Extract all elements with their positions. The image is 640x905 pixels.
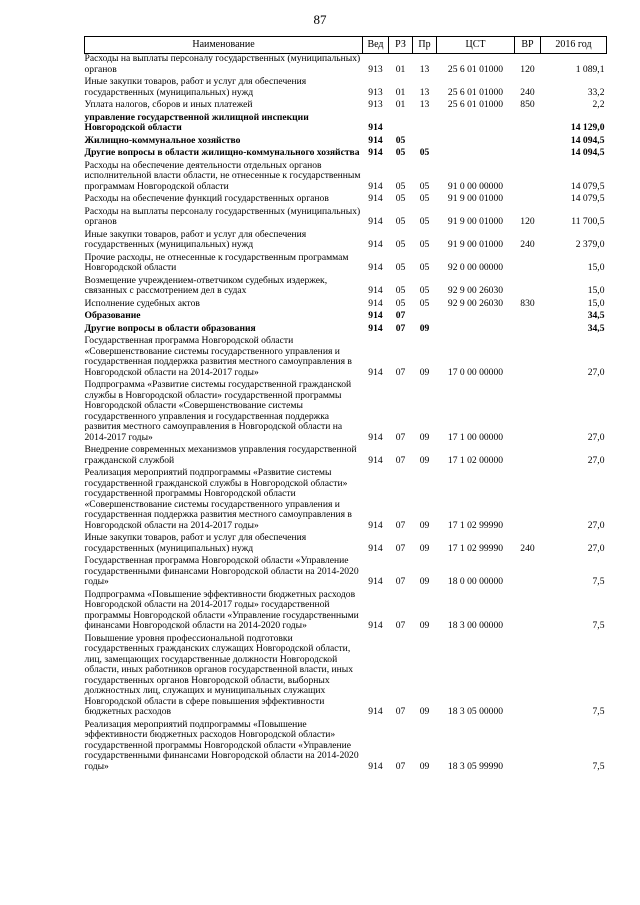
row-ved: 913 [368,86,383,98]
row-vr [515,380,541,445]
row-sum: 34,5 [587,310,605,321]
row-sum: 27,0 [587,519,605,531]
row-sum: 27,0 [587,366,605,378]
row-cst [437,148,515,161]
row-rz: 07 [395,519,406,531]
row-rz: 01 [395,99,406,110]
row-sum: 14 129,0 [570,122,605,133]
row-sum: 33,2 [587,86,605,98]
row-ved: 914 [368,122,383,133]
row-sum: 15,0 [587,297,605,309]
table-row [85,556,607,590]
row-sum: 1 089,1 [575,63,605,75]
row-vr [515,194,541,207]
row-rz: 07 [395,576,406,587]
row-vr [515,148,541,161]
table-row [85,148,607,161]
row-vr [515,634,541,720]
row-vr [515,468,541,533]
row-pr: 09 [419,454,430,466]
row-ved: 914 [368,366,383,378]
row-cst [437,311,515,324]
row-pr: 09 [419,542,430,554]
row-ved: 913 [368,99,383,110]
row-sum: 14 079,5 [570,193,605,204]
row-name: Реализация мероприятий подпрограммы «Повышение эффективности бюджетных расходов Новгородской области» государственной программы Новгородской области «Управление государственными финансами Новгородской области на 2014-2020 годы» [84,718,359,772]
table-row [85,590,607,634]
row-pr: 05 [419,180,430,192]
row-vr [515,113,541,136]
row-name: управление государственной жилищной инспекции Новгородской области [84,111,309,133]
row-rz: 07 [395,706,406,717]
row-vr [515,161,541,195]
row-ved: 914 [368,760,383,772]
row-name: Расходы на обеспечение деятельности отдельных органов исполнительной власти области, не отнесенные к государственным программам Новгородской области [84,159,361,192]
table-row [85,468,607,533]
row-cst: 91 9 00 01000 [447,216,504,227]
header-vr: ВР [515,37,541,54]
row-ved: 914 [368,542,383,554]
row-pr [413,113,437,136]
row-name: Другие вопросы в области жилищно-коммунального хозяйства [84,147,360,158]
row-name: Прочие расходы, не отнесенные к государственным программам Новгородской области [84,251,349,273]
row-sum: 7,5 [592,760,605,772]
row-vr [515,336,541,380]
row-pr: 09 [419,706,430,717]
row-sum: 7,5 [592,576,605,587]
row-ved: 914 [368,576,383,587]
row-pr: 13 [419,99,430,110]
row-name: Возмещение учреждением-ответчиком судебных издержек, связанных с рассмотрением дел в судах [84,274,328,296]
table-row [85,77,607,100]
row-sum: 7,5 [592,620,605,631]
row-vr [515,253,541,276]
row-name: Иные закупки товаров, работ и услуг для обеспечения государственных (муниципальных) нужд [84,532,307,554]
row-sum: 15,0 [587,262,605,273]
row-pr: 13 [419,86,430,98]
row-cst: 25 6 01 01000 [447,99,504,110]
row-rz: 07 [395,431,406,443]
row-pr: 05 [419,216,430,227]
row-cst: 91 0 00 00000 [447,180,504,192]
row-name: Повышение уровня профессиональной подготовки государственных гражданских служащих Новгородской области, лиц, замещающих государственные должности Новгородской области, иных работников органов государственной власти, иных государственных органов Новгородской области, выборных должностных лиц, служащих и муниципальных служащих Новгородской области в сфере повышения эффективности бюджетных расходов [84,632,354,717]
row-ved: 914 [368,262,383,273]
row-pr: 09 [419,519,430,531]
row-pr: 05 [419,297,430,309]
row-name: Расходы на выплаты персоналу государственных (муниципальных) органов [84,205,361,227]
table-row [85,336,607,380]
row-name: Государственная программа Новгородской области «Управление государственными финансами Новгородской области на 2014-2020 годы» [84,555,359,587]
row-ved: 914 [368,310,383,321]
row-name: Реализация мероприятий подпрограммы «Развитие системы государственной гражданской службы в Новгородской области» государственной программы Новгородской области «Совершенствование системы государственного управления и государственная поддержка развития местного самоуправления в Новгородской области на 2014-2017 годы» [84,467,352,531]
row-name: Внедрение современных механизмов управления государственной гражданской службой [84,444,357,466]
row-cst: 25 6 01 01000 [447,63,504,75]
row-ved: 914 [368,180,383,192]
table-row [85,207,607,230]
row-cst: 18 3 05 00000 [447,706,504,717]
header-cst: ЦСТ [437,37,515,54]
row-pr: 09 [419,620,430,631]
row-rz: 05 [395,285,406,296]
row-ved: 913 [368,63,383,75]
row-cst: 25 6 01 01000 [447,86,504,98]
table-row [85,533,607,556]
row-name: Иные закупки товаров, работ и услуг для обеспечения государственных (муниципальных) нужд [84,228,307,250]
row-name: Подпрограмма «Развитие системы государственной гражданской службы в Новгородской области» государственной программы Новгородской области «Совершенствование системы государственного управления и государственная поддержка развития местного самоуправления в Новгородской области на 2014-2017 годы» [84,379,352,443]
row-cst [437,136,515,149]
row-vr: 120 [520,63,535,75]
row-sum: 14 094,5 [570,134,605,146]
row-ved: 914 [368,620,383,631]
page-number: 87 [313,12,327,27]
header-name: Наименование [85,37,363,54]
row-rz [389,113,413,136]
row-cst [437,113,515,136]
table-row [85,113,607,136]
row-sum: 27,0 [587,431,605,443]
row-vr: 240 [520,239,535,250]
row-pr: 09 [419,576,430,587]
row-ved: 914 [368,193,383,204]
row-cst: 91 9 00 01000 [447,193,504,204]
table-row [85,161,607,195]
row-sum: 2 379,0 [575,239,605,250]
row-cst: 92 0 00 00000 [447,262,504,273]
row-sum: 14 094,5 [570,147,605,158]
row-rz: 05 [395,147,406,158]
row-rz: 07 [395,366,406,378]
row-vr [515,556,541,590]
row-ved: 914 [368,706,383,717]
row-ved: 914 [368,147,383,158]
row-vr [515,276,541,299]
row-vr [515,590,541,634]
row-cst: 92 9 00 26030 [447,285,504,296]
row-ved: 914 [368,239,383,250]
row-pr: 13 [419,63,430,75]
row-ved: 914 [368,216,383,227]
row-name: Исполнение судебных актов [84,297,200,309]
row-sum: 34,5 [587,322,605,334]
row-vr: 240 [520,542,535,554]
row-name: Расходы на выплаты персоналу государственных (муниципальных) органов [84,53,361,75]
row-vr [515,136,541,149]
row-pr [413,311,437,324]
row-sum: 15,0 [587,285,605,296]
row-cst: 18 3 00 00000 [447,620,504,631]
row-ved: 914 [368,431,383,443]
row-cst: 17 0 00 00000 [447,366,504,378]
table-row [85,380,607,445]
row-pr: 05 [419,262,430,273]
row-rz: 05 [395,216,406,227]
row-vr: 120 [520,216,535,227]
row-pr: 05 [419,147,430,158]
row-rz: 07 [395,620,406,631]
row-name: Подпрограмма «Повышение эффективности бюджетных расходов Новгородской области на 2014-2017 годы» государственной программы Новгородской области «Управление государственными финансами Новгородской области на 2014-2020 годы» [84,588,359,631]
row-rz: 07 [395,454,406,466]
row-sum: 7,5 [592,706,605,717]
row-ved: 914 [368,297,383,309]
row-vr: 240 [520,86,535,98]
row-name: Жилищно-коммунальное хозяйство [84,134,241,146]
row-rz: 05 [395,193,406,204]
table-row [85,100,607,113]
row-cst: 17 1 00 00000 [447,431,504,443]
row-vr [515,311,541,324]
header-pr: Пр [413,37,437,54]
row-rz: 01 [395,86,406,98]
row-vr [515,445,541,468]
row-pr: 09 [419,322,430,334]
table-row [85,54,607,78]
row-rz: 05 [395,262,406,273]
row-name: Уплата налогов, сборов и иных платежей [84,99,253,110]
row-cst: 18 0 00 00000 [447,576,504,587]
row-rz: 05 [395,134,406,146]
row-rz: 05 [395,297,406,309]
row-sum: 14 079,5 [570,180,605,192]
row-rz: 05 [395,239,406,250]
row-pr: 05 [419,285,430,296]
row-rz: 07 [395,542,406,554]
table-row [85,253,607,276]
row-cst: 17 1 02 99990 [447,519,504,531]
row-pr: 09 [419,431,430,443]
row-pr: 09 [419,760,430,772]
row-cst: 17 1 02 99990 [447,542,504,554]
row-pr: 09 [419,366,430,378]
table-header [85,37,607,54]
row-name: Иные закупки товаров, работ и услуг для обеспечения государственных (муниципальных) нужд [84,76,307,98]
table-row [85,276,607,299]
row-vr [515,324,541,337]
header-rz: РЗ [389,37,413,54]
table-row [85,299,607,312]
row-sum: 2,2 [592,99,605,110]
row-vr [515,720,541,775]
header-year: 2016 год [541,37,607,54]
row-sum: 27,0 [587,454,605,466]
row-pr: 05 [419,239,430,250]
row-cst: 17 1 02 00000 [447,454,504,466]
row-ved: 914 [368,519,383,531]
row-cst: 91 9 00 01000 [447,239,504,250]
row-cst: 92 9 00 26030 [447,297,504,309]
header-ved: Вед [363,37,389,54]
table-row [85,194,607,207]
table-row [85,230,607,253]
row-cst: 18 3 05 99990 [447,760,504,772]
table-row [85,311,607,324]
row-vr: 830 [520,297,535,309]
row-name: Образование [84,310,141,321]
row-sum: 27,0 [587,542,605,554]
row-name: Расходы на обеспечение функций государственных органов [84,193,329,204]
row-ved: 914 [368,134,383,146]
row-rz: 05 [395,180,406,192]
row-rz: 01 [395,63,406,75]
budget-table [84,36,607,774]
table-body [85,54,607,775]
row-ved: 914 [368,285,383,296]
row-rz: 07 [395,322,406,334]
row-rz: 07 [395,760,406,772]
row-sum: 11 700,5 [571,216,605,227]
row-ved: 914 [368,454,383,466]
row-name: Государственная программа Новгородской области «Совершенствование системы государственного управления и государственная поддержка развития местного самоуправления в Новгородской области на 2014-2017 годы» [84,335,352,378]
table-row [85,634,607,720]
table-row [85,445,607,468]
row-rz: 07 [395,310,406,321]
row-cst [437,324,515,337]
table-row [85,720,607,775]
row-ved: 914 [368,322,383,334]
row-vr: 850 [520,99,535,110]
row-pr: 05 [419,193,430,204]
row-name: Другие вопросы в области образования [84,322,256,334]
